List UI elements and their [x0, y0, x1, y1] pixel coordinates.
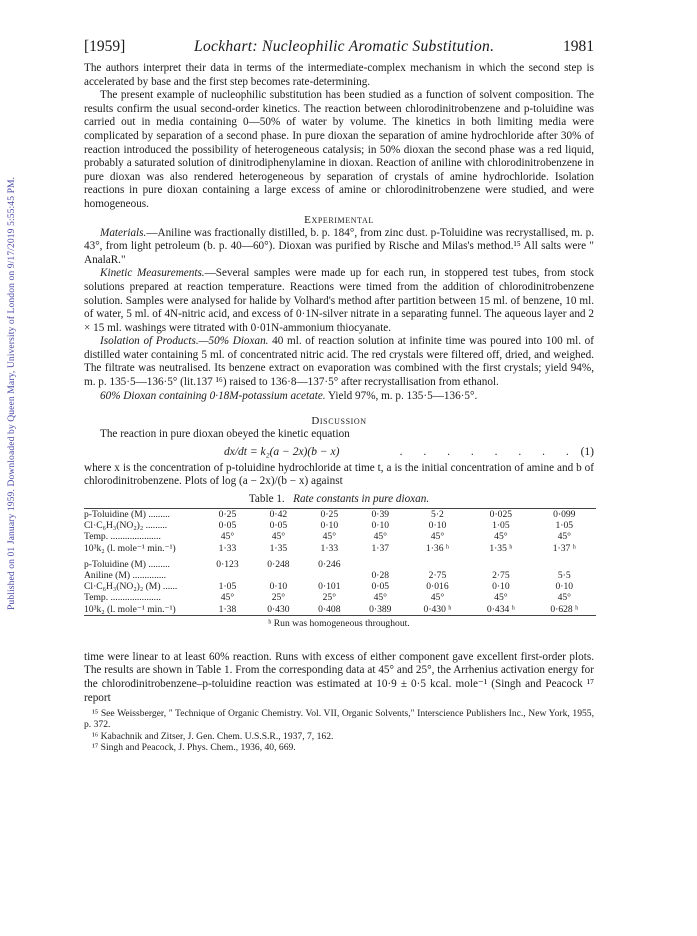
table-cell: 0·10: [320, 520, 339, 532]
table-cell: 1·37 ʰ: [552, 542, 576, 554]
table-caption: [84, 493, 594, 505]
running-header: [84, 38, 594, 62]
table-cell: 1·05: [492, 520, 510, 532]
table-row: [84, 570, 596, 581]
table-cell: 0·246: [318, 558, 341, 570]
table-cell: 45°: [430, 592, 445, 604]
table-row: [84, 559, 596, 570]
table-cell: 0·430 ʰ: [423, 603, 452, 615]
paragraph-isolation: [84, 335, 594, 389]
table-cell: 0·10: [492, 581, 510, 593]
table-cell: 0·25: [320, 509, 339, 521]
equation-dots: . . . . . . . .: [399, 445, 578, 458]
table-row-label: 10³k₂ (l. mole⁻¹ min.⁻¹): [84, 542, 176, 554]
equation-tail: [400, 446, 594, 458]
kinetic-equation: [84, 446, 594, 458]
footnote-17: ¹⁷ Singh and Peacock, J. Phys. Chem., 1936, 40, 669.: [92, 741, 296, 753]
table-cell: 0·434 ʰ: [486, 603, 515, 615]
table-cell: 0·25: [218, 509, 237, 521]
paragraph-acetate: [84, 390, 594, 404]
table-row-label: Temp. .....................: [84, 531, 161, 543]
materials-text: —Aniline was fractionally distilled, b. p. 184°, from zinc dust. p-Toluidine was recrystallised, m. p. 43°, from light petroleum (b. p. 40—60°). Dioxan was purified by Rische and Milas's method.¹⁵ All salts were " AnalaR.": [84, 226, 594, 266]
table-cell: 1·35: [269, 542, 288, 554]
table-row-label: Aniline (M) ..............: [84, 570, 167, 582]
equation-number: (1): [580, 445, 594, 458]
footnote-16: ¹⁶ Kabachnik and Zitser, J. Gen. Chem. U.S.S.R., 1937, 7, 162.: [92, 730, 334, 742]
table-row: [84, 604, 596, 616]
table-cell: 0·099: [553, 509, 576, 521]
footnotes: [84, 708, 594, 753]
table-cell: [304, 570, 355, 581]
table-cell: 45°: [430, 531, 445, 543]
table-cell: 0·248: [267, 558, 290, 570]
heading-experimental: Experimental: [304, 213, 374, 226]
table-row-label: p-Toluidine (M) .........: [84, 558, 170, 570]
table-cell: 45°: [220, 592, 235, 604]
table-cell: 2·75: [428, 570, 447, 582]
table-row-label: 10³k₂ (l. mole⁻¹ min.⁻¹): [84, 603, 176, 615]
paragraph-results: time were linear to at least 60% reaction. Runs with excess of either component gave excellent first-order plots. The results are shown in Table 1. From the corresponding data at 45° and 25°, the Arrhenius activation energy for the chlorodinitrobenzene–p-toluidine reaction was estimated at 10·9 ± 0·5 kcal. mole⁻¹ (Singh and Peacock ¹⁷ report: [84, 650, 594, 704]
header-title: Lockhart: Nucleophilic Aromatic Substitution.: [194, 38, 495, 55]
rate-constants-table: [84, 508, 596, 616]
download-watermark: [6, 110, 22, 610]
acetate-text: Yield 97%, m. p. 135·5—136·5°.: [325, 389, 478, 402]
acetate-heading: 60% Dioxan containing 0·18M-potassium acetate.: [100, 389, 326, 402]
isolation-text: 40 ml. of reaction solution at infinite time was poured into 100 ml. of distilled water containing 5 ml. of concentrated nitric acid. The red crystals were filtered off, dried, and weighed. The filtrate was neutralised. Its benzene extract on evaporation was combined with the first crystals; yield 94%, m. p. 135·5—136·5° (lit.137 ¹⁶) raised to 136·8—137·5° after recrystallisation from ethanol.: [84, 335, 594, 389]
table-row: [84, 543, 596, 554]
table-cell: [355, 559, 406, 570]
table-caption-label: Table 1.: [248, 493, 285, 506]
table-cell: 2·75: [492, 570, 510, 582]
table-body: [84, 509, 596, 616]
table-cell: 45°: [271, 531, 286, 543]
table-cell: 45°: [220, 531, 235, 543]
table-cell: 45°: [494, 531, 508, 543]
table-cell: 0·628 ʰ: [550, 603, 579, 615]
table-row-label: Cl·C₆H₃(NO₂)₂ .........: [84, 520, 168, 532]
table-cell: 45°: [557, 531, 571, 543]
paragraph-materials: [84, 227, 594, 268]
table-cell: 1·38: [218, 603, 237, 615]
table-cell: 1·35 ʰ: [489, 542, 513, 554]
paragraph-discussion: The reaction in pure dioxan obeyed the kinetic equation: [100, 428, 350, 441]
table-cell: 0·10: [428, 520, 447, 532]
table-cell: [253, 570, 304, 581]
paragraph-solvent: The present example of nucleophilic substitution has been studied as a function of solvent composition. The results confirm the usual second-order kinetics. The reaction between chlorodinitrobenzene and p-toluidine was carried out in media containing 0—50% of water by volume. The kinetics in both limiting media were complicated by separation of a second phase. In pure dioxan the separation of amine hydrochloride after 30% of reaction introduced the possibility of heterogeneous catalysis; in 50% dioxan the second phase was a red liquid, probably a saturated solution of dinitrodiphenylamine in dioxan. Reaction of aniline with chlorodinitrobenzene in pure dioxan was also rendered heterogeneous by separation of crystals of amine hydrochloride. Isolation reactions in pure dioxan containing a large excess of amine or chlorodinitrobenzene were studied, and were homogeneous.: [84, 89, 594, 210]
table-cell: [533, 559, 596, 570]
table-cell: 1·33: [320, 542, 339, 554]
paragraph-discussion-2: where x is the concentration of p-toluidine hydrochloride at time t, a is the initial concentration of amine and b of chlorodinitrobenzene. Plots of log (a − 2x)/(b − x) against: [84, 461, 594, 488]
table-row: [84, 509, 596, 521]
table-cell: 45°: [557, 592, 571, 604]
paragraph-kinetic: [84, 267, 594, 335]
table-row-label: Temp. .....................: [84, 592, 161, 604]
equation-formula: dx/dt = k₂(a − 2x)(b − x): [224, 445, 340, 458]
table-cell: 0·39: [371, 509, 390, 521]
table-cell: 0·408: [318, 603, 341, 615]
table-cell: 0·025: [489, 509, 513, 521]
isolation-heading: Isolation of Products.—50% Dioxan.: [100, 335, 269, 348]
download-watermark-text: Published on 01 January 1959. Downloaded by Queen Mary, University of London on 9/17/2019 5:55:45 PM.: [6, 176, 17, 610]
page-number: 1981: [563, 38, 594, 55]
materials-heading: Materials.: [100, 226, 147, 239]
header-year: [1959]: [84, 38, 126, 55]
table-cell: 1·33: [218, 542, 237, 554]
table-cell: 0·42: [269, 509, 288, 521]
table-cell: [469, 559, 532, 570]
table-cell: 5·5: [557, 570, 571, 582]
table-cell: 0·123: [216, 558, 239, 570]
table-cell: 0·05: [269, 520, 288, 532]
kinetic-heading: Kinetic Measurements.: [100, 267, 205, 280]
table-cell: 0·10: [371, 520, 390, 532]
table-cell: 0·05: [218, 520, 237, 532]
table-caption-title: Rate constants in pure dioxan.: [293, 493, 430, 506]
table-cell: 25°: [271, 592, 286, 604]
table-row: [84, 592, 596, 603]
table-row-label: p-Toluidine (M) .........: [84, 509, 170, 521]
heading-discussion: Discussion: [311, 415, 367, 428]
table-cell: 1·05: [555, 520, 574, 532]
table-cell: 25°: [322, 592, 337, 604]
table-cell: 45°: [494, 592, 508, 604]
table-row: [84, 520, 596, 531]
table-cell: 1·36 ʰ: [425, 542, 449, 554]
table-cell: 0·101: [318, 581, 341, 593]
table-cell: 0·016: [426, 581, 449, 593]
table-footnote: ʰ Run was homogeneous throughout.: [268, 617, 410, 629]
table-cell: 45°: [373, 531, 387, 543]
table-cell: 0·10: [269, 581, 288, 593]
table-cell: [202, 570, 253, 581]
table-cell: 0·389: [369, 603, 392, 615]
table-cell: 45°: [322, 531, 337, 543]
table-cell: 0·10: [555, 581, 574, 593]
table-cell: 0·05: [371, 581, 390, 593]
table-cell: 0·28: [371, 570, 390, 582]
page: [84, 38, 594, 753]
paragraph-intro: The authors interpret their data in terms of the intermediate-complex mechanism in which the second step is accelerated by base and the first step becomes rate-determining.: [84, 62, 594, 88]
table-cell: 0·430: [267, 603, 290, 615]
table-cell: 1·05: [218, 581, 237, 593]
table-cell: 5·2: [431, 509, 444, 521]
table-cell: 45°: [373, 592, 387, 604]
table-row: [84, 531, 596, 542]
table-cell: 1·37: [371, 542, 390, 554]
table-row: [84, 581, 596, 592]
footnote-15: ¹⁵ See Weissberger, " Technique of Organic Chemistry. Vol. VII, Organic Solvents," Interscience Publishers Inc., New York, 1955, p. 372.: [84, 708, 594, 731]
table-row-label: Cl·C₆H₃(NO₂)₂ (M) ......: [84, 581, 178, 593]
kinetic-text: —Several samples were made up for each run, in stoppered test tubes, from stock solutions prepared at reaction temperature. Reactions were timed from the addition of chlorodinitrobenzene solution. Samples were analysed for halide by Volhard's method after partition between 15 ml. of benzene, 10 ml. of water, 5 ml. of 4N-nitric acid, and excess of 0·1N-silver nitrate in a separating funnel. The aqueous layer and 2 × 15 ml. washings were titrated with 0·01N-ammonium thiocyanate.: [84, 267, 594, 334]
table-cell: [406, 559, 469, 570]
